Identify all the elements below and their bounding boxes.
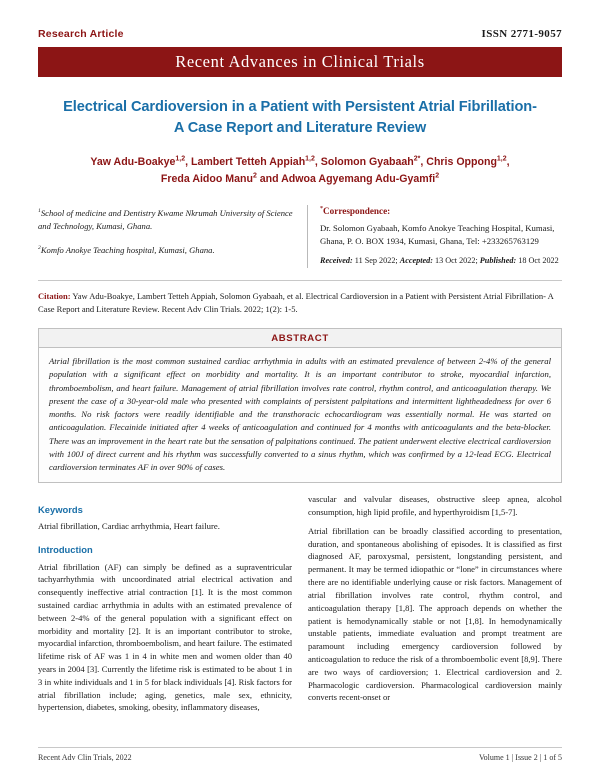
article-type-label: Research Article bbox=[38, 28, 124, 40]
published-label: Published: bbox=[479, 256, 517, 266]
footer-journal-label: Recent Adv Clin Trials, 2022 bbox=[38, 753, 132, 762]
header-top-row bbox=[38, 0, 562, 40]
affiliation-2-sup: 2 bbox=[38, 245, 41, 252]
author-sup-4: 1,2 bbox=[496, 155, 507, 163]
author-sup-5: 2 bbox=[252, 172, 257, 180]
correspondence-body bbox=[320, 222, 562, 248]
correspondence-heading-sup: * bbox=[320, 206, 324, 213]
keywords-text: Atrial fibrillation, Cardiac arrhythmia, Heart failure. bbox=[38, 521, 220, 532]
citation-block bbox=[38, 290, 562, 316]
page-footer bbox=[38, 747, 562, 762]
abstract-box bbox=[38, 328, 562, 483]
article-title-line1: Electrical Cardioversion in a Patient with Persistent Atrial Fibrillation- bbox=[63, 99, 537, 115]
affiliation-1 bbox=[38, 207, 293, 233]
left-column bbox=[38, 493, 292, 720]
author-sup-6: 2 bbox=[435, 172, 440, 180]
author-name-2: , Lambert Tetteh Appiah bbox=[185, 156, 306, 169]
correspondence-text: Dr. Solomon Gyabaah, Komfo Anokye Teaching Hospital, Kumasi, Ghana, P. O. BOX 1934, Kumasi, Ghana, Tel: +233265763129 bbox=[320, 223, 555, 247]
accepted-value: 13 Oct 2022; bbox=[434, 256, 478, 266]
abstract-text: Atrial fibrillation is the most common sustained cardiac arrhythmia in adults with an estimated prevalence of between 2-4% of the general population with a significant effect on morbidity and mortality. It is an important contributor to stroke, myocardial infarction, thromboembolism, and heart failure. Management of atrial fibrillation involves rate control, rhythm control, and anticoagulation therapy. We present the case of a 30-year-old male who presented with complaints of persistent palpitations and intermittent lightheadedness for over 6 months. No risk factors were readily identifiable and the transthoracic echocardiogram was essentially normal. He was started on anticoagulation. Flecainide initiated after 4 weeks of anticoagulation and continued for 4 months with anticoagulants and the beta-blocker. There was an improvement in the heart rate but the sensation of palpitations continued. The patient underwent elective electrical cardioversion with 100J of direct current and his rhythm was successfully converted to a sinus rhythm, which was confirmed by a 12-lead ECG. Electrical cardioversion terminates AF in over 90% of cases. bbox=[49, 356, 551, 473]
correspondence-heading bbox=[320, 205, 562, 219]
introduction-heading: Introduction bbox=[38, 544, 93, 556]
affiliation-2 bbox=[38, 244, 293, 257]
right-column bbox=[308, 493, 562, 720]
received-label: Received: bbox=[320, 256, 353, 266]
affiliations-block bbox=[38, 205, 293, 268]
footer-row bbox=[38, 753, 562, 762]
correspondence-heading-text: Correspondence: bbox=[323, 206, 391, 217]
introduction-paragraph-2: vascular and valvular diseases, obstructive sleep apnea, alcohol consumption, high lipid profile, and hyperthyroidism [1,5-7]. bbox=[308, 494, 562, 518]
footer-divider bbox=[38, 747, 562, 748]
author-separator: , bbox=[506, 156, 510, 169]
correspondence-block bbox=[307, 205, 562, 268]
abstract-heading: ABSTRACT bbox=[39, 329, 561, 348]
published-value: 18 Oct 2022 bbox=[518, 256, 559, 266]
author-sup-1: 1,2 bbox=[175, 155, 186, 163]
correspondence-dates bbox=[320, 255, 562, 267]
author-line-2 bbox=[38, 171, 562, 187]
author-name-1: Yaw Adu-Boakye bbox=[90, 156, 176, 169]
article-title-line2: A Case Report and Literature Review bbox=[173, 119, 427, 136]
affiliation-correspondence-row bbox=[38, 205, 562, 268]
author-name-4: , Chris Oppong bbox=[420, 156, 497, 169]
affiliation-2-text: Komfo Anokye Teaching hospital, Kumasi, Ghana. bbox=[40, 245, 215, 256]
citation-label: Citation: bbox=[38, 290, 71, 301]
journal-title-bar bbox=[38, 47, 562, 77]
keywords-heading: Keywords bbox=[38, 504, 83, 516]
author-name-3: , Solomon Gyabaah bbox=[314, 156, 414, 169]
introduction-paragraph-3: Atrial fibrillation can be broadly classified according to presentation, duration, and spontaneous abolishing of episodes. It is classified as first diagnosed AF, paroxysmal, persistent, longstanding persistent, and permanent. It may be termed idiopathic or “lone” in circumstances where there are no identifiable underlying cause or risk factors. Management of atrial fibrillation involves rate control, rhythm control, and anticoagulation therapy [1,8]. The approach depends on whether the patient is hemodynamically stable or not [1,8]. In hemodynamically unstable patients, immediate evaluation and prompt treatment are paramount including emergency cardioversion followed by anticoagulation to reduce the risk of a thromboembolic event [8,9]. There are two ways of cardioversion; 1. Electrical cardioversion and 2. Pharmacologic cardioversion. Pharmacological cardioversion mainly converts recent-onset or bbox=[308, 525, 562, 703]
introduction-paragraph-1: Atrial fibrillation (AF) can simply be defined as a supraventricular tachyarrhythmia with uncoordinated atrial electrical activation and consequently ineffective atrial contraction [1]. It is the most common sustained cardiac arrhythmia in adults with an estimated prevalence of between 2-4% of the general population with a significant effect on morbidity and mortality [2]. It is an important contributor to stroke, myocardial infarction, thromboembolism, and heart failure. The estimated lifetime risk of AF was 1 in 4 in white men and women older than 40 years in 2004 [3]. Currently the lifetime risk is estimated to be about 1 in 3 in white individuals and 1 in 5 for black individuals [4]. Risk factors for atrial fibrillation include; aging, genetics, male sex, ethnicity, hypertension, diabetes, smoking, obesity, inflammatory diseases, bbox=[38, 561, 292, 713]
body-columns bbox=[38, 493, 562, 720]
author-sup-3: 2* bbox=[413, 155, 421, 163]
author-name-6: and Adwoa Agyemang Adu-Gyamfi bbox=[256, 172, 436, 185]
journal-title: Recent Advances in Clinical Trials bbox=[175, 52, 425, 71]
issn-label: ISSN 2771-9057 bbox=[481, 28, 562, 40]
page-title bbox=[38, 97, 562, 138]
affiliation-1-text: School of medicine and Dentistry Kwame Nkrumah University of Science and Technology, Kumasi, Ghana. bbox=[38, 208, 293, 232]
affiliation-1-sup: 1 bbox=[38, 208, 41, 215]
author-name-5: Freda Aidoo Manu bbox=[160, 172, 253, 185]
accepted-label: Accepted: bbox=[399, 256, 433, 266]
footer-page-label: Volume 1 | Issue 2 | 1 of 5 bbox=[478, 753, 562, 762]
author-list bbox=[38, 154, 562, 187]
citation-text: Yaw Adu-Boakye, Lambert Tetteh Appiah, Solomon Gyabaah, et al. Electrical Cardioversion in a Patient with Persistent Atrial Fibrillation- A Case Report and Literature Review. Recent Adv Clin Trials. 2022; 1(2): 1-5. bbox=[38, 290, 554, 315]
author-line-1 bbox=[38, 154, 562, 170]
received-value: 11 Sep 2022; bbox=[354, 256, 398, 266]
author-sup-2: 1,2 bbox=[305, 155, 315, 163]
divider bbox=[38, 280, 562, 281]
